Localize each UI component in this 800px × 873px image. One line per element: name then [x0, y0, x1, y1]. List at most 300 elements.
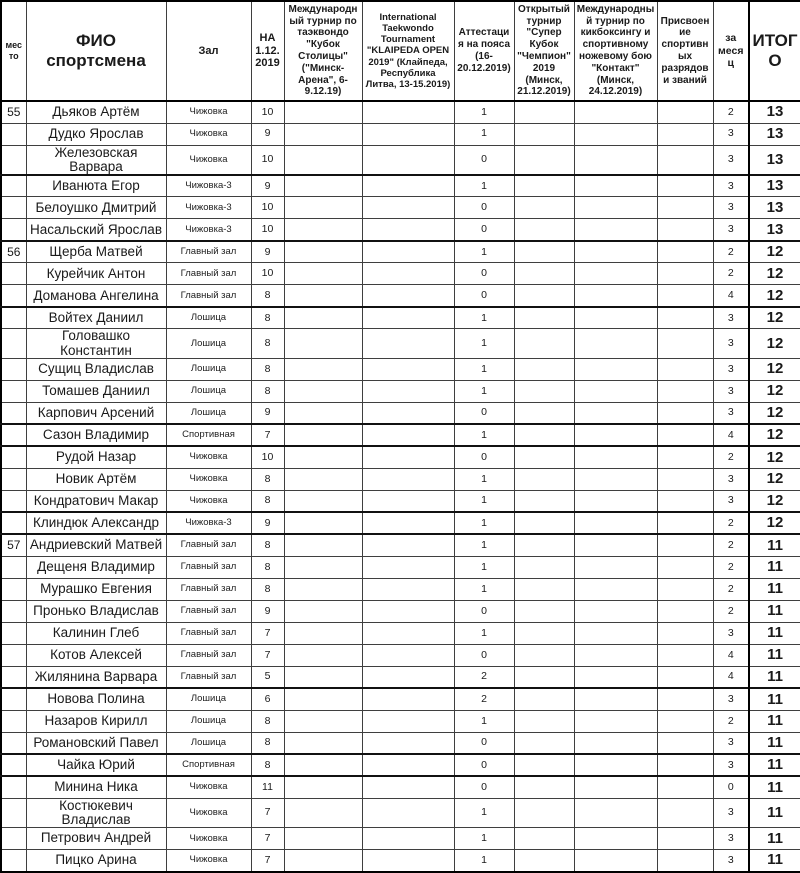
cell-tournament-champion[interactable] [514, 828, 574, 850]
cell-tournament-champion[interactable] [514, 101, 574, 123]
cell-attestation[interactable]: 2 [454, 688, 514, 710]
cell-tournament-kontakt[interactable] [574, 666, 657, 688]
cell-on-date[interactable]: 8 [251, 754, 284, 776]
cell-hall[interactable]: Чижовка [166, 776, 251, 798]
cell-tournament-klaipeda[interactable] [362, 219, 454, 241]
cell-place[interactable] [1, 666, 26, 688]
cell-rank-awards[interactable] [657, 219, 713, 241]
cell-athlete-name[interactable]: Минина Ника [26, 776, 166, 798]
cell-total[interactable]: 12 [749, 358, 800, 380]
cell-place[interactable] [1, 754, 26, 776]
cell-on-date[interactable]: 8 [251, 329, 284, 358]
cell-athlete-name[interactable]: Назаров Кирилл [26, 710, 166, 732]
cell-tournament-klaipeda[interactable] [362, 263, 454, 285]
cell-hall[interactable]: Чижовка-3 [166, 219, 251, 241]
cell-place[interactable] [1, 688, 26, 710]
cell-tournament-minsk[interactable] [284, 644, 362, 666]
cell-hall[interactable]: Главный зал [166, 241, 251, 263]
cell-month[interactable]: 3 [713, 145, 749, 175]
cell-tournament-minsk[interactable] [284, 468, 362, 490]
cell-total[interactable]: 12 [749, 512, 800, 534]
cell-tournament-klaipeda[interactable] [362, 101, 454, 123]
cell-athlete-name[interactable]: Романовский Павел [26, 732, 166, 754]
cell-athlete-name[interactable]: Войтех Даниил [26, 307, 166, 329]
cell-on-date[interactable]: 8 [251, 556, 284, 578]
cell-rank-awards[interactable] [657, 622, 713, 644]
cell-place[interactable]: 57 [1, 534, 26, 556]
cell-hall[interactable]: Чижовка [166, 490, 251, 512]
cell-attestation[interactable]: 1 [454, 578, 514, 600]
cell-place[interactable] [1, 644, 26, 666]
cell-tournament-champion[interactable] [514, 285, 574, 307]
cell-month[interactable]: 2 [713, 241, 749, 263]
cell-tournament-klaipeda[interactable] [362, 402, 454, 424]
cell-athlete-name[interactable]: Котов Алексей [26, 644, 166, 666]
cell-tournament-kontakt[interactable] [574, 644, 657, 666]
cell-rank-awards[interactable] [657, 101, 713, 123]
cell-tournament-champion[interactable] [514, 578, 574, 600]
cell-hall[interactable]: Чижовка [166, 850, 251, 872]
cell-month[interactable]: 2 [713, 512, 749, 534]
cell-athlete-name[interactable]: Новова Полина [26, 688, 166, 710]
cell-athlete-name[interactable]: Петрович Андрей [26, 828, 166, 850]
cell-attestation[interactable]: 0 [454, 197, 514, 219]
cell-rank-awards[interactable] [657, 241, 713, 263]
cell-tournament-champion[interactable] [514, 490, 574, 512]
cell-hall[interactable]: Чижовка [166, 145, 251, 175]
cell-tournament-champion[interactable] [514, 688, 574, 710]
cell-tournament-minsk[interactable] [284, 145, 362, 175]
cell-attestation[interactable]: 0 [454, 285, 514, 307]
cell-place[interactable] [1, 358, 26, 380]
cell-hall[interactable]: Лошица [166, 380, 251, 402]
cell-rank-awards[interactable] [657, 850, 713, 872]
cell-total[interactable]: 11 [749, 600, 800, 622]
cell-month[interactable]: 3 [713, 123, 749, 145]
cell-on-date[interactable]: 8 [251, 468, 284, 490]
cell-month[interactable]: 3 [713, 468, 749, 490]
cell-attestation[interactable]: 1 [454, 710, 514, 732]
cell-month[interactable]: 3 [713, 798, 749, 827]
cell-on-date[interactable]: 5 [251, 666, 284, 688]
cell-tournament-kontakt[interactable] [574, 754, 657, 776]
cell-tournament-champion[interactable] [514, 732, 574, 754]
cell-athlete-name[interactable]: Щерба Матвей [26, 241, 166, 263]
cell-tournament-champion[interactable] [514, 402, 574, 424]
cell-tournament-minsk[interactable] [284, 358, 362, 380]
cell-tournament-minsk[interactable] [284, 600, 362, 622]
cell-tournament-kontakt[interactable] [574, 732, 657, 754]
cell-tournament-klaipeda[interactable] [362, 710, 454, 732]
cell-tournament-kontakt[interactable] [574, 622, 657, 644]
cell-tournament-klaipeda[interactable] [362, 329, 454, 358]
cell-place[interactable] [1, 468, 26, 490]
cell-month[interactable]: 3 [713, 402, 749, 424]
cell-total[interactable]: 12 [749, 380, 800, 402]
cell-tournament-minsk[interactable] [284, 666, 362, 688]
cell-tournament-minsk[interactable] [284, 123, 362, 145]
cell-tournament-klaipeda[interactable] [362, 490, 454, 512]
cell-place[interactable] [1, 446, 26, 468]
cell-tournament-klaipeda[interactable] [362, 145, 454, 175]
cell-place[interactable] [1, 219, 26, 241]
cell-rank-awards[interactable] [657, 556, 713, 578]
cell-tournament-klaipeda[interactable] [362, 644, 454, 666]
cell-tournament-minsk[interactable] [284, 175, 362, 197]
cell-tournament-champion[interactable] [514, 666, 574, 688]
cell-rank-awards[interactable] [657, 732, 713, 754]
cell-on-date[interactable]: 7 [251, 644, 284, 666]
cell-rank-awards[interactable] [657, 600, 713, 622]
cell-attestation[interactable]: 0 [454, 600, 514, 622]
cell-on-date[interactable]: 9 [251, 600, 284, 622]
cell-tournament-champion[interactable] [514, 600, 574, 622]
cell-tournament-minsk[interactable] [284, 285, 362, 307]
cell-total[interactable]: 11 [749, 798, 800, 827]
cell-tournament-champion[interactable] [514, 358, 574, 380]
cell-tournament-kontakt[interactable] [574, 490, 657, 512]
cell-hall[interactable]: Главный зал [166, 666, 251, 688]
cell-tournament-kontakt[interactable] [574, 578, 657, 600]
cell-attestation[interactable]: 1 [454, 329, 514, 358]
cell-attestation[interactable]: 1 [454, 534, 514, 556]
cell-total[interactable]: 13 [749, 175, 800, 197]
cell-tournament-klaipeda[interactable] [362, 798, 454, 827]
cell-place[interactable] [1, 402, 26, 424]
cell-tournament-minsk[interactable] [284, 380, 362, 402]
cell-hall[interactable]: Лошица [166, 307, 251, 329]
cell-month[interactable]: 3 [713, 358, 749, 380]
cell-tournament-minsk[interactable] [284, 688, 362, 710]
cell-tournament-minsk[interactable] [284, 512, 362, 534]
cell-tournament-minsk[interactable] [284, 776, 362, 798]
cell-tournament-minsk[interactable] [284, 446, 362, 468]
cell-rank-awards[interactable] [657, 688, 713, 710]
cell-tournament-champion[interactable] [514, 622, 574, 644]
cell-month[interactable]: 2 [713, 446, 749, 468]
cell-tournament-kontakt[interactable] [574, 600, 657, 622]
cell-total[interactable]: 11 [749, 828, 800, 850]
cell-tournament-kontakt[interactable] [574, 263, 657, 285]
cell-place[interactable] [1, 850, 26, 872]
cell-tournament-klaipeda[interactable] [362, 534, 454, 556]
cell-athlete-name[interactable]: Мурашко Евгения [26, 578, 166, 600]
cell-attestation[interactable]: 1 [454, 358, 514, 380]
cell-hall[interactable]: Чижовка [166, 101, 251, 123]
cell-total[interactable]: 11 [749, 556, 800, 578]
cell-place[interactable] [1, 556, 26, 578]
cell-rank-awards[interactable] [657, 329, 713, 358]
cell-athlete-name[interactable]: Чайка Юрий [26, 754, 166, 776]
cell-athlete-name[interactable]: Дудко Ярослав [26, 123, 166, 145]
cell-tournament-minsk[interactable] [284, 556, 362, 578]
cell-place[interactable] [1, 263, 26, 285]
cell-on-date[interactable]: 10 [251, 263, 284, 285]
cell-rank-awards[interactable] [657, 446, 713, 468]
cell-tournament-klaipeda[interactable] [362, 123, 454, 145]
cell-tournament-kontakt[interactable] [574, 512, 657, 534]
cell-tournament-minsk[interactable] [284, 329, 362, 358]
cell-total[interactable]: 11 [749, 732, 800, 754]
cell-month[interactable]: 3 [713, 732, 749, 754]
cell-tournament-kontakt[interactable] [574, 145, 657, 175]
cell-athlete-name[interactable]: Дьяков Артём [26, 101, 166, 123]
cell-athlete-name[interactable]: Карпович Арсений [26, 402, 166, 424]
cell-place[interactable] [1, 175, 26, 197]
cell-rank-awards[interactable] [657, 512, 713, 534]
cell-athlete-name[interactable]: Белоушко Дмитрий [26, 197, 166, 219]
cell-tournament-champion[interactable] [514, 754, 574, 776]
cell-hall[interactable]: Главный зал [166, 285, 251, 307]
cell-total[interactable]: 12 [749, 329, 800, 358]
cell-tournament-minsk[interactable] [284, 424, 362, 446]
cell-place[interactable] [1, 578, 26, 600]
cell-tournament-kontakt[interactable] [574, 101, 657, 123]
cell-place[interactable] [1, 828, 26, 850]
cell-tournament-kontakt[interactable] [574, 776, 657, 798]
cell-tournament-minsk[interactable] [284, 241, 362, 263]
cell-place[interactable] [1, 123, 26, 145]
cell-attestation[interactable]: 1 [454, 798, 514, 827]
cell-attestation[interactable]: 1 [454, 622, 514, 644]
cell-place[interactable] [1, 600, 26, 622]
cell-tournament-champion[interactable] [514, 850, 574, 872]
cell-tournament-minsk[interactable] [284, 307, 362, 329]
cell-hall[interactable]: Главный зал [166, 534, 251, 556]
cell-tournament-champion[interactable] [514, 798, 574, 827]
cell-tournament-klaipeda[interactable] [362, 732, 454, 754]
cell-tournament-champion[interactable] [514, 534, 574, 556]
cell-on-date[interactable]: 8 [251, 358, 284, 380]
cell-tournament-kontakt[interactable] [574, 828, 657, 850]
cell-tournament-kontakt[interactable] [574, 556, 657, 578]
cell-on-date[interactable]: 7 [251, 622, 284, 644]
cell-place[interactable] [1, 380, 26, 402]
cell-athlete-name[interactable]: Костюкевич Владислав [26, 798, 166, 827]
cell-tournament-kontakt[interactable] [574, 307, 657, 329]
cell-tournament-klaipeda[interactable] [362, 776, 454, 798]
cell-athlete-name[interactable]: Калинин Глеб [26, 622, 166, 644]
cell-rank-awards[interactable] [657, 145, 713, 175]
cell-total[interactable]: 12 [749, 285, 800, 307]
cell-on-date[interactable]: 9 [251, 175, 284, 197]
cell-month[interactable]: 3 [713, 197, 749, 219]
cell-tournament-klaipeda[interactable] [362, 622, 454, 644]
cell-on-date[interactable]: 10 [251, 446, 284, 468]
cell-tournament-klaipeda[interactable] [362, 666, 454, 688]
cell-month[interactable]: 3 [713, 307, 749, 329]
cell-on-date[interactable]: 9 [251, 402, 284, 424]
cell-tournament-klaipeda[interactable] [362, 688, 454, 710]
cell-month[interactable]: 3 [713, 380, 749, 402]
cell-tournament-kontakt[interactable] [574, 123, 657, 145]
cell-total[interactable]: 13 [749, 101, 800, 123]
cell-athlete-name[interactable]: Кондратович Макар [26, 490, 166, 512]
cell-athlete-name[interactable]: Железовская Варвара [26, 145, 166, 175]
cell-tournament-kontakt[interactable] [574, 358, 657, 380]
cell-attestation[interactable]: 0 [454, 732, 514, 754]
cell-hall[interactable]: Чижовка-3 [166, 512, 251, 534]
cell-tournament-champion[interactable] [514, 468, 574, 490]
cell-rank-awards[interactable] [657, 263, 713, 285]
cell-place[interactable] [1, 776, 26, 798]
cell-tournament-kontakt[interactable] [574, 241, 657, 263]
cell-tournament-kontakt[interactable] [574, 219, 657, 241]
cell-tournament-minsk[interactable] [284, 710, 362, 732]
cell-athlete-name[interactable]: Сазон Владимир [26, 424, 166, 446]
cell-tournament-kontakt[interactable] [574, 402, 657, 424]
cell-tournament-kontakt[interactable] [574, 424, 657, 446]
cell-hall[interactable]: Чижовка-3 [166, 197, 251, 219]
cell-place[interactable] [1, 197, 26, 219]
cell-tournament-klaipeda[interactable] [362, 512, 454, 534]
cell-attestation[interactable]: 0 [454, 219, 514, 241]
cell-hall[interactable]: Лошица [166, 329, 251, 358]
cell-hall[interactable]: Главный зал [166, 622, 251, 644]
cell-rank-awards[interactable] [657, 534, 713, 556]
cell-on-date[interactable]: 8 [251, 285, 284, 307]
cell-hall[interactable]: Лошица [166, 402, 251, 424]
cell-tournament-champion[interactable] [514, 219, 574, 241]
cell-attestation[interactable]: 1 [454, 468, 514, 490]
cell-tournament-minsk[interactable] [284, 578, 362, 600]
cell-tournament-champion[interactable] [514, 241, 574, 263]
cell-on-date[interactable]: 10 [251, 219, 284, 241]
cell-hall[interactable]: Лошица [166, 688, 251, 710]
cell-on-date[interactable]: 9 [251, 512, 284, 534]
cell-place[interactable] [1, 490, 26, 512]
cell-tournament-kontakt[interactable] [574, 285, 657, 307]
cell-on-date[interactable]: 7 [251, 798, 284, 827]
cell-attestation[interactable]: 0 [454, 263, 514, 285]
cell-total[interactable]: 12 [749, 402, 800, 424]
cell-rank-awards[interactable] [657, 776, 713, 798]
cell-tournament-klaipeda[interactable] [362, 424, 454, 446]
cell-hall[interactable]: Лошица [166, 358, 251, 380]
cell-total[interactable]: 12 [749, 263, 800, 285]
cell-tournament-minsk[interactable] [284, 850, 362, 872]
cell-month[interactable]: 3 [713, 175, 749, 197]
cell-tournament-minsk[interactable] [284, 402, 362, 424]
cell-total[interactable]: 11 [749, 688, 800, 710]
cell-on-date[interactable]: 8 [251, 380, 284, 402]
cell-tournament-champion[interactable] [514, 123, 574, 145]
cell-attestation[interactable]: 1 [454, 175, 514, 197]
cell-hall[interactable]: Спортивная [166, 424, 251, 446]
cell-tournament-champion[interactable] [514, 556, 574, 578]
cell-tournament-champion[interactable] [514, 145, 574, 175]
cell-month[interactable]: 2 [713, 556, 749, 578]
cell-month[interactable]: 2 [713, 534, 749, 556]
cell-tournament-klaipeda[interactable] [362, 307, 454, 329]
cell-rank-awards[interactable] [657, 578, 713, 600]
cell-rank-awards[interactable] [657, 754, 713, 776]
cell-total[interactable]: 13 [749, 197, 800, 219]
cell-athlete-name[interactable]: Рудой Назар [26, 446, 166, 468]
cell-rank-awards[interactable] [657, 123, 713, 145]
cell-tournament-klaipeda[interactable] [362, 600, 454, 622]
cell-rank-awards[interactable] [657, 468, 713, 490]
cell-tournament-kontakt[interactable] [574, 380, 657, 402]
cell-place[interactable] [1, 622, 26, 644]
cell-tournament-minsk[interactable] [284, 754, 362, 776]
cell-place[interactable] [1, 512, 26, 534]
cell-attestation[interactable]: 1 [454, 101, 514, 123]
cell-month[interactable]: 3 [713, 754, 749, 776]
cell-tournament-minsk[interactable] [284, 101, 362, 123]
cell-month[interactable]: 4 [713, 644, 749, 666]
cell-place[interactable] [1, 732, 26, 754]
cell-tournament-champion[interactable] [514, 175, 574, 197]
cell-attestation[interactable]: 0 [454, 145, 514, 175]
cell-on-date[interactable]: 8 [251, 578, 284, 600]
cell-on-date[interactable]: 8 [251, 534, 284, 556]
cell-tournament-klaipeda[interactable] [362, 358, 454, 380]
cell-rank-awards[interactable] [657, 358, 713, 380]
cell-on-date[interactable]: 8 [251, 732, 284, 754]
cell-place[interactable]: 56 [1, 241, 26, 263]
cell-attestation[interactable]: 1 [454, 241, 514, 263]
cell-month[interactable]: 4 [713, 666, 749, 688]
cell-on-date[interactable]: 9 [251, 123, 284, 145]
cell-tournament-champion[interactable] [514, 776, 574, 798]
cell-total[interactable]: 13 [749, 219, 800, 241]
cell-rank-awards[interactable] [657, 197, 713, 219]
cell-place[interactable]: 55 [1, 101, 26, 123]
cell-place[interactable] [1, 798, 26, 827]
cell-total[interactable]: 12 [749, 490, 800, 512]
cell-tournament-minsk[interactable] [284, 534, 362, 556]
cell-tournament-klaipeda[interactable] [362, 285, 454, 307]
cell-hall[interactable]: Главный зал [166, 600, 251, 622]
cell-hall[interactable]: Главный зал [166, 578, 251, 600]
cell-hall[interactable]: Чижовка [166, 798, 251, 827]
cell-month[interactable]: 3 [713, 828, 749, 850]
cell-attestation[interactable]: 0 [454, 644, 514, 666]
cell-month[interactable]: 4 [713, 424, 749, 446]
cell-athlete-name[interactable]: Томашев Даниил [26, 380, 166, 402]
cell-month[interactable]: 3 [713, 329, 749, 358]
cell-hall[interactable]: Чижовка [166, 123, 251, 145]
cell-total[interactable]: 13 [749, 145, 800, 175]
cell-month[interactable]: 2 [713, 101, 749, 123]
cell-tournament-klaipeda[interactable] [362, 754, 454, 776]
cell-total[interactable]: 11 [749, 776, 800, 798]
cell-attestation[interactable]: 0 [454, 776, 514, 798]
cell-athlete-name[interactable]: Дещеня Владимир [26, 556, 166, 578]
cell-tournament-kontakt[interactable] [574, 468, 657, 490]
cell-rank-awards[interactable] [657, 307, 713, 329]
cell-attestation[interactable]: 1 [454, 828, 514, 850]
cell-athlete-name[interactable]: Андриевский Матвей [26, 534, 166, 556]
cell-month[interactable]: 3 [713, 490, 749, 512]
cell-on-date[interactable]: 10 [251, 101, 284, 123]
cell-tournament-champion[interactable] [514, 329, 574, 358]
cell-month[interactable]: 2 [713, 710, 749, 732]
cell-hall[interactable]: Чижовка [166, 828, 251, 850]
cell-attestation[interactable]: 0 [454, 402, 514, 424]
cell-tournament-klaipeda[interactable] [362, 578, 454, 600]
cell-total[interactable]: 12 [749, 307, 800, 329]
cell-tournament-minsk[interactable] [284, 622, 362, 644]
cell-tournament-kontakt[interactable] [574, 710, 657, 732]
cell-attestation[interactable]: 0 [454, 754, 514, 776]
cell-attestation[interactable]: 0 [454, 446, 514, 468]
cell-total[interactable]: 12 [749, 446, 800, 468]
cell-athlete-name[interactable]: Пронько Владислав [26, 600, 166, 622]
cell-total[interactable]: 11 [749, 622, 800, 644]
cell-athlete-name[interactable]: Новик Артём [26, 468, 166, 490]
